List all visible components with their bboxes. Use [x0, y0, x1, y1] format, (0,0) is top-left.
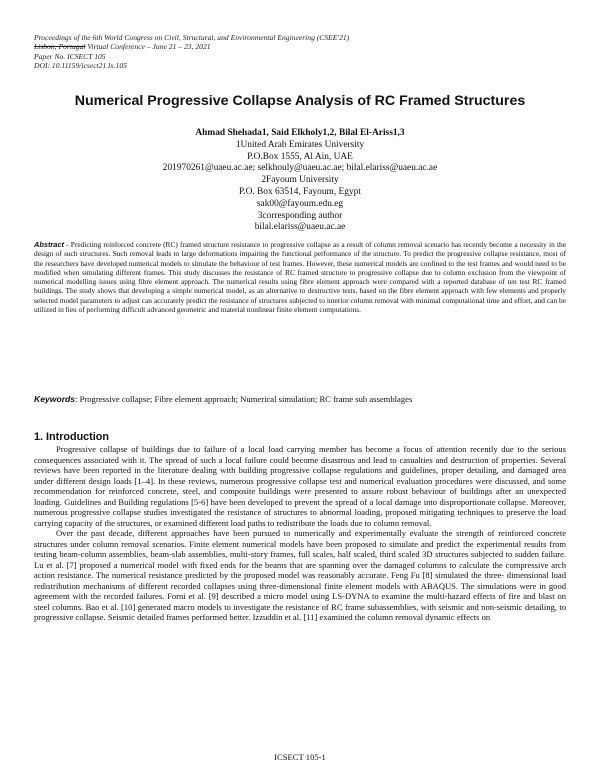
header-conference: Proceedings of the 6th World Congress on Civil, Structural, and Environmental Engineering (CSEE'21) [34, 33, 350, 42]
abstract-label: Abstract [34, 240, 64, 249]
introduction-body [34, 444, 566, 623]
paragraph: Over the past decade, different approaches have been pursued to numerically and experimentally evaluate the strength of reinforced concrete structures under column removal scenarios. Finite element numerical models have been proposed to simulate and predict the experimental results from testing beam-column assemblies, beam-slab assemblies, multi-story frames, full scales, half scaled, third scaled 3D structures subjected to sudden failure. Lu et al. [7] proposed a numerical model with fixed ends for the beams that are spanning over the damaged columns to calculate the compressive arch action resistance. The numerical resistance predicted by the proposed model was reasonably accurate. Feng Fu [8] simulated the three- dimensional load redistribution mechanisms of different recorded collapses using three-dimensional finite element models with ABAQUS. The simulations were in good agreement with the recorded failures. Forni et al. [9] described a micro model using LS-DYNA to examine the multi-hazard effects of fire and blast on steel columns. Bao et al. [10] generated macro models to investigate the resistance of RC frame subassemblies, with seismic and non-seismic detailing, to progressive collapse. Seismic detailed frames performed better. Izzuddin et al. [11] examined the column removal dynamic effects on [34, 528, 566, 622]
keywords-label: Keywords [34, 394, 76, 404]
keywords-text: : Progressive collapse; Fibre element approach; Numerical simulation; RC frame sub assemblages [75, 394, 413, 404]
header-paper-number: Paper No. ICSECT 105 [34, 51, 106, 61]
affiliation-3-email: bilal.elariss@uaeu.ac.ae [254, 222, 346, 233]
affiliation-1: 1United Arab Emirates University [235, 139, 365, 150]
affiliation-2: 2Fayoum University [261, 175, 339, 186]
page-footer: ICSECT 105-1 [274, 752, 326, 762]
paragraph: Progressive collapse of buildings due to failure of a local load carrying member has become a focus of attention recently due to the serious consequences associated with it. The spread of such a local failure could become disastrous and lead to casualties and destruction of properties. Several reviews have been reported in the literature dealing with building progressive collapse regulations and guidelines, proper detailing, and damaged area under different design loads [1–4]. In these reviews, numerous progressive collapse test and numerical evaluation procedures were discussed, and some recommendation for reinforced concrete, steel, and composite buildings were presented to assure robust behaviour of buildings after an unexpected loading. Guidelines and Building regulations [5-6] have been developed to prevent the spread of a local damage into disproportionate collapse. Moreover, numerous progressive collapse studies investigated the resistance of structures to abnormal loading, proposed mitigating techniques to preserve the load carrying capacity of the structures, or examined different load paths to redistribute the loads due to column removal. [34, 444, 566, 528]
header-venue-struck: Lisbon, Portugal [34, 42, 86, 52]
paper-title: Numerical Progressive Collapse Analysis of RC Framed Structures [74, 93, 526, 109]
header-doi: DOI: 10.11159/icsect21.lx.105 [34, 61, 127, 71]
header-venue-rest: Virtual Conference – June 21 – 23, 2021 [85, 42, 211, 52]
affiliation-2-email: sak00@fayoum.edu.eg [256, 198, 344, 209]
proceedings-header [34, 33, 574, 71]
section-heading-introduction: 1. Introduction [34, 431, 109, 443]
affiliation-1-emails: 201970261@uaeu.ac.ae; selkhouly@uaeu.ac.ae; bilal.elariss@uaeu.ac.ae [162, 163, 438, 174]
author-names: Ahmad Shehada1, Said Elkholy1,2, Bilal El-Ariss1,3 [195, 128, 405, 138]
affiliation-2-address: P.O. Box 63514, Fayoum, Egypt [239, 186, 361, 197]
affiliation-3: 3corresponding author [257, 210, 343, 221]
author-block [0, 128, 600, 234]
abstract-text: - Predicting reinforced concrete (RC) framed structure resistance to progressive collapse as a result of column removal scenario has recently become a necessity in the design of such structures. Such removal leads to large deformations impairing the functional performance of the structure. To predict the progressive collapse resistance, most of the researchers have developed numerical models to simulate the behaviour of test frames. However, these numerical models are confined to the test frames and would need to be modified when simulating different frames. This study discusses the resistance of RC framed structure to progressive collapse due to column exclusion from the viewpoint of numerical modelling issues using fibre element approach. The numerical results using fibre element approach were compared with a reported database of ten test RC framed buildings. The study shows that developing a simple numerical model, as an alternative to destructive tests, based on the fibre element approach with few elements and properly selected model parameters to adjust can accurately predict the resistance of structures subjected to interior column removal with minimal computational time and effort, and can be utilized in lieu of performing difficult advanced geometric and material nonlinear finite element computations. [34, 240, 566, 315]
keywords [34, 394, 566, 404]
abstract [34, 240, 566, 314]
affiliation-1-address: P.O.Box 1555, Al Ain, UAE [247, 151, 353, 162]
header-venue [34, 42, 574, 51]
